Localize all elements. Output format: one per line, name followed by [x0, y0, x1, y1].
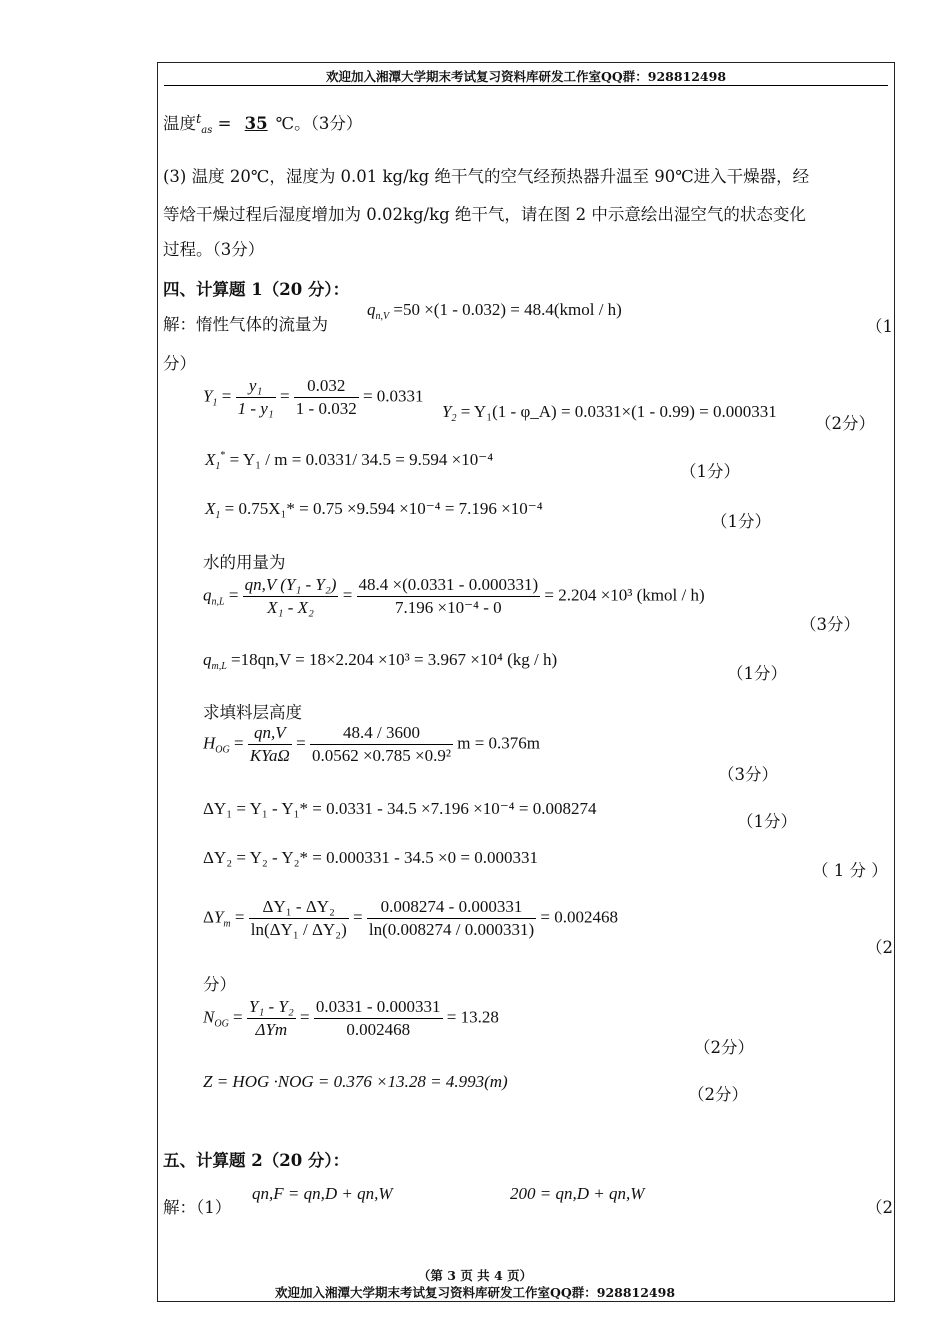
- dy1-equation: ΔY₁ = Y₁ - Y₁* = 0.0331 - 34.5 ×7.196 ×10⁻⁴ = 0.008274: [203, 799, 597, 818]
- para3-line1: (3) 温度 20℃，湿度为 0.01 kg/kg 绝干气的空气经预热器升温至 90℃进入干燥器，经: [163, 167, 810, 186]
- score-qnv-a: （1: [866, 317, 893, 336]
- score-dym-b: 分）: [203, 975, 236, 994]
- section5-equation-b: 200 = qn,D + qn,W: [510, 1184, 645, 1203]
- section5-title: 五、计算题 2（20 分）：: [163, 1151, 350, 1170]
- z-equation: Z = HOG ·NOG = 0.376 ×13.28 = 4.993(m): [203, 1072, 508, 1091]
- score-qnv-b: 分）: [163, 354, 196, 373]
- score-hog: （3分）: [718, 765, 778, 784]
- score-z: （2分）: [688, 1085, 748, 1104]
- section4-solution-label: 解：惰性气体的流量为: [163, 315, 328, 334]
- temp-sub: as: [201, 125, 213, 136]
- score-qnl: （3分）: [800, 615, 860, 634]
- footer-banner: 欢迎加入湘潭大学期末考试复习资料库研发工作室QQ群：928812498: [274, 1285, 676, 1300]
- qnl-equation: $q_{n,L}$ = $\frac{\text{qn,V (Y₁ - Y₂)}}{\text{X₁ - X₂}}$ = $\frac{48.4 \times(0.0331 - 0.000331)}{\text{7.196 ×10⁻⁴ - 0}}$ = 2.204 ×10³ (kmol / h): [203, 575, 705, 617]
- temp-suffix: ℃。（3分）: [275, 114, 363, 133]
- score-x1: （1分）: [711, 512, 771, 531]
- temp-line: [163, 110, 362, 136]
- temp-prefix: 温度: [163, 114, 196, 133]
- score-y: （2分）: [815, 414, 875, 433]
- score-qml: （1分）: [727, 664, 787, 683]
- score-nog: （2分）: [694, 1038, 754, 1057]
- footer-page-number: （第 3 页 共 4 页）: [417, 1268, 533, 1283]
- score-dym-a: （2: [866, 938, 893, 957]
- para3-line3: 过程。（3分）: [163, 240, 265, 259]
- temp-eq: =: [212, 114, 237, 133]
- hog-equation: $H_{OG}$ = $\frac{qn,V}{\text{KYaΩ}}$ = $\frac{48.4 / 3600}{\text{0.0562 ×0.785 ×0.9²}}$ m = 0.376m: [203, 723, 541, 765]
- nog-equation: $N_{OG}$ = $\frac{\text{Y₁ - Y₂}}{\text{ΔYm}}$ = $\frac{0.0331 - 0.000331}{0.002468}$ = 13.28: [203, 997, 499, 1039]
- score-section5-a: （2: [866, 1198, 893, 1217]
- y1-equation: $Y_1$ = $\frac{\text{y₁}}{\text{1 - y₁}}$ = $\frac{0.032}{1 - 0.032}$ = 0.0331: [203, 376, 424, 418]
- para3-line2: 等焓干燥过程后湿度增加为 0.02kg/kg 绝干气，请在图 2 中示意绘出湿空气的状态变化: [163, 205, 806, 224]
- header-banner: 欢迎加入湘潭大学期末考试复习资料库研发工作室QQ群：928812498: [325, 69, 727, 84]
- water-label: 水的用量为: [203, 553, 286, 572]
- qml-equation: $q_{m,L} =18qn,V = 18\times 2.204 \times 10^3 = 3.967 \times 10^4$ (kg / h): [203, 650, 558, 672]
- temp-value: 35: [244, 114, 268, 133]
- section5-equation-a: qn,F = qn,D + qn,W: [252, 1184, 393, 1203]
- temp-symbol: t: [196, 112, 202, 127]
- dym-equation: $\Delta Y_m$ = $\frac{\text{ΔY₁ - ΔY₂}}{\text{ln(ΔY₁ / ΔY₂)}}$ = $\frac{0.008274 - 0.000331}{\ln(0.008274 / 0.000331)}$ = 0.002468: [203, 897, 618, 939]
- x1star-equation: $X_1^* = Y_1 / m = 0.0331/$ 34.5 = 9.594 ×10⁻⁴: [205, 450, 494, 472]
- x1-equation: $X_1 = 0.75X_1* = 0.75 \times 9.594 \times 10^{-4} = 7.196 \times 10^{-4}$: [205, 499, 543, 521]
- qnv-equation: $q_{n,V} =50 \times(1 - 0.032)$ = 48.4(kmol / h): [367, 300, 622, 322]
- section5-solution-label: 解：（1）: [163, 1198, 232, 1217]
- score-dy2: （ 1 分 ）: [812, 861, 888, 880]
- score-x1star: （1分）: [680, 462, 740, 481]
- height-label: 求填料层高度: [203, 703, 302, 722]
- section4-title: 四、计算题 1（20 分）：: [163, 280, 350, 299]
- score-dy1: （1分）: [737, 812, 797, 831]
- y2-equation: $Y_2 = Y_1(1$ - φ_A) = 0.0331×(1 - 0.99) = 0.000331: [442, 402, 777, 424]
- dy2-equation: ΔY₂ = Y₂ - Y₂* = 0.000331 - 34.5 ×0 = 0.000331: [203, 848, 538, 867]
- header-rule: [164, 85, 888, 86]
